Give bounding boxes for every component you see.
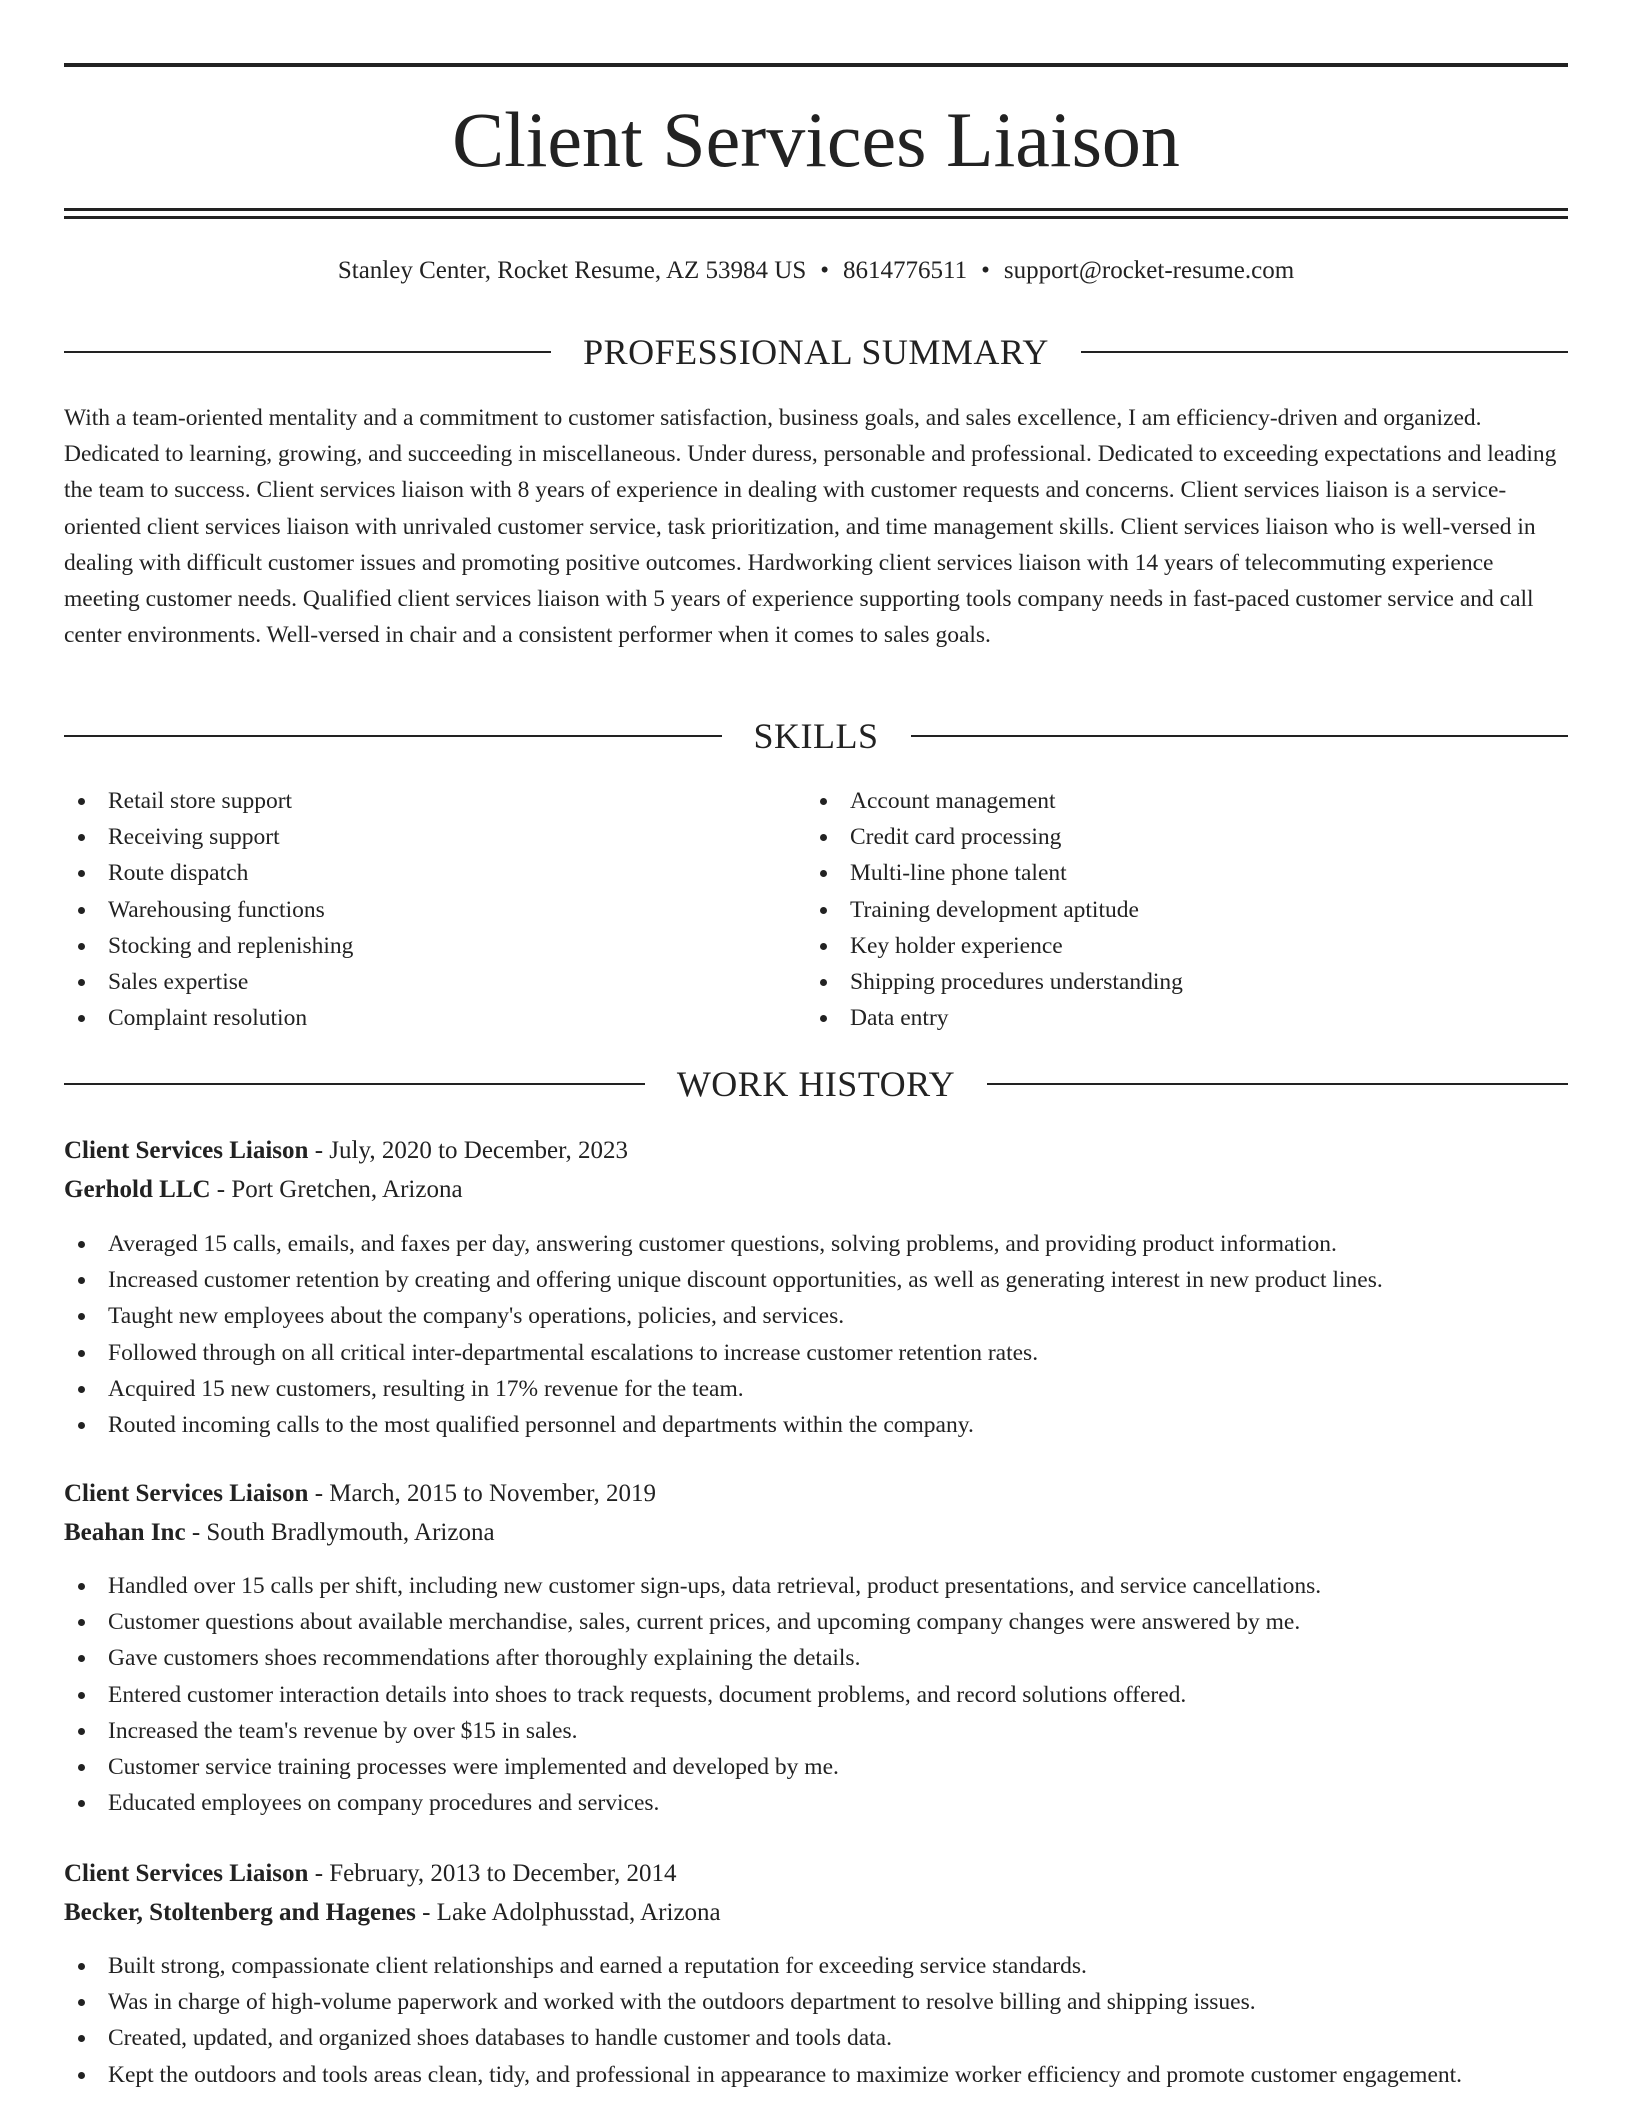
- job-company: Gerhold LLC: [64, 1176, 211, 1203]
- contact-separator: •: [820, 257, 829, 284]
- job-title-line: [64, 1856, 1568, 1892]
- skill-item: Route dispatch: [64, 855, 784, 891]
- skill-item: Key holder experience: [806, 928, 1566, 964]
- header-bottom-rule-second: [64, 216, 1568, 219]
- contact-line: [64, 254, 1568, 288]
- section-title-summary: PROFESSIONAL SUMMARY: [583, 332, 1049, 372]
- section-header-skills: [64, 714, 1568, 758]
- skill-item: Training development aptitude: [806, 892, 1566, 928]
- job-title: Client Services Liaison: [64, 1137, 309, 1164]
- job-bullet: Gave customers shoes recommendations after thoroughly explaining the details.: [64, 1640, 1568, 1676]
- skill-item: Shipping procedures understanding: [806, 964, 1566, 1000]
- skill-item: Sales expertise: [64, 964, 784, 1000]
- job-title-line: [64, 1133, 1568, 1169]
- job-bullet: Increased customer retention by creating and offering unique discount opportunities, as well as generating interest in new product lines.: [64, 1262, 1568, 1298]
- contact-separator: •: [981, 257, 990, 284]
- section-rule-left: [64, 351, 551, 353]
- job-bullet: Customer questions about available merchandise, sales, current prices, and upcoming company changes were answered by me.: [64, 1604, 1568, 1640]
- skill-item: Stocking and replenishing: [64, 928, 784, 964]
- skill-item: Warehousing functions: [64, 892, 784, 928]
- header-top-rule: [64, 63, 1568, 67]
- job-bullet: Kept the outdoors and tools areas clean, tidy, and professional in appearance to maximize worker efficiency and promote customer engagement.: [64, 2057, 1568, 2093]
- job-bullet: Built strong, compassionate client relationships and earned a reputation for exceeding service standards.: [64, 1948, 1568, 1984]
- skill-item: Retail store support: [64, 783, 784, 819]
- resume-name: Client Services Liaison: [452, 96, 1180, 183]
- job-bullet: Handled over 15 calls per shift, including new customer sign-ups, data retrieval, product presentations, and service cancellations.: [64, 1568, 1568, 1604]
- job-bullet: Increased the team's revenue by over $15 in sales.: [64, 1713, 1568, 1749]
- skills-list-right: [806, 783, 1566, 1036]
- section-rule-left: [64, 1083, 645, 1085]
- contact-email: support@rocket-resume.com: [1003, 257, 1295, 284]
- job-bullet: Averaged 15 calls, emails, and faxes per day, answering customer questions, solving problems, and providing product information.: [64, 1226, 1568, 1262]
- skill-item: Complaint resolution: [64, 1000, 784, 1036]
- job-company: Becker, Stoltenberg and Hagenes: [64, 1899, 416, 1926]
- skill-item: Data entry: [806, 1000, 1566, 1036]
- job-bullet: Followed through on all critical inter-departmental escalations to increase customer retention rates.: [64, 1335, 1568, 1371]
- job-company-line: [64, 1515, 1568, 1551]
- job-company: Beahan Inc: [64, 1519, 186, 1546]
- contact-phone: 8614776511: [843, 257, 968, 284]
- job-title: Client Services Liaison: [64, 1860, 309, 1887]
- section-rule-right: [1081, 351, 1568, 353]
- job-dates: - February, 2013 to December, 2014: [308, 1860, 677, 1887]
- skills-list-left: [64, 783, 784, 1036]
- summary-paragraph: With a team-oriented mentality and a commitment to customer satisfaction, business goals, and sales excellence, I am efficiency-driven and organized. Dedicated to learning, growing, and succeeding in miscellaneous. Under duress, personable and professional. Dedicated to exceeding expectations and leading the team to success. Client services liaison with 8 years of experience in dealing with customer requests and concerns. Client services liaison is a service-oriented client services liaison with unrivaled customer service, task prioritization, and time management skills. Client services liaison who is well-versed in dealing with difficult customer issues and promoting positive outcomes. Hardworking client services liaison with 14 years of telecommuting experience meeting customer needs. Qualified client services liaison with 5 years of experience supporting tools company needs in fast-paced customer service and call center environments. Well-versed in chair and a consistent performer when it comes to sales goals.: [64, 405, 1557, 649]
- section-rule-right: [987, 1083, 1568, 1085]
- job-location: - Port Gretchen, Arizona: [210, 1176, 463, 1203]
- contact-address: Stanley Center, Rocket Resume, AZ 53984 US: [337, 257, 807, 284]
- job-location: - South Bradlymouth, Arizona: [185, 1519, 495, 1546]
- job-location: - Lake Adolphusstad, Arizona: [415, 1899, 721, 1926]
- section-title-skills: SKILLS: [753, 716, 879, 756]
- job-bullets: [64, 1226, 1568, 1443]
- section-header-summary: [64, 330, 1568, 374]
- job-bullet: Acquired 15 new customers, resulting in 17% revenue for the team.: [64, 1371, 1568, 1407]
- job-title: Client Services Liaison: [64, 1480, 309, 1507]
- job-bullet: Was in charge of high-volume paperwork and worked with the outdoors department to resolve billing and shipping issues.: [64, 1984, 1568, 2020]
- skill-item: Multi-line phone talent: [806, 855, 1566, 891]
- job-bullet: Customer service training processes were implemented and developed by me.: [64, 1749, 1568, 1785]
- job-bullet: Entered customer interaction details into shoes to track requests, document problems, and record solutions offered.: [64, 1677, 1568, 1713]
- job-dates: - July, 2020 to December, 2023: [308, 1137, 628, 1164]
- job-title-line: [64, 1476, 1568, 1512]
- job-bullet: Routed incoming calls to the most qualified personnel and departments within the company.: [64, 1407, 1568, 1443]
- header-bottom-rule: [64, 208, 1568, 211]
- job-bullet: Taught new employees about the company's operations, policies, and services.: [64, 1298, 1568, 1334]
- job-dates: - March, 2015 to November, 2019: [308, 1480, 656, 1507]
- job-bullets: [64, 1568, 1568, 1821]
- skill-item: Receiving support: [64, 819, 784, 855]
- job-company-line: [64, 1895, 1568, 1931]
- job-bullet: Educated employees on company procedures and services.: [64, 1785, 1568, 1821]
- job-company-line: [64, 1172, 1568, 1208]
- section-rule-right: [911, 735, 1569, 737]
- skill-item: Credit card processing: [806, 819, 1566, 855]
- job-bullets: [64, 1948, 1568, 2093]
- section-header-work: [64, 1062, 1568, 1106]
- skill-item: Account management: [806, 783, 1566, 819]
- section-rule-left: [64, 735, 722, 737]
- section-title-work: WORK HISTORY: [676, 1064, 956, 1104]
- job-bullet: Created, updated, and organized shoes databases to handle customer and tools data.: [64, 2020, 1568, 2056]
